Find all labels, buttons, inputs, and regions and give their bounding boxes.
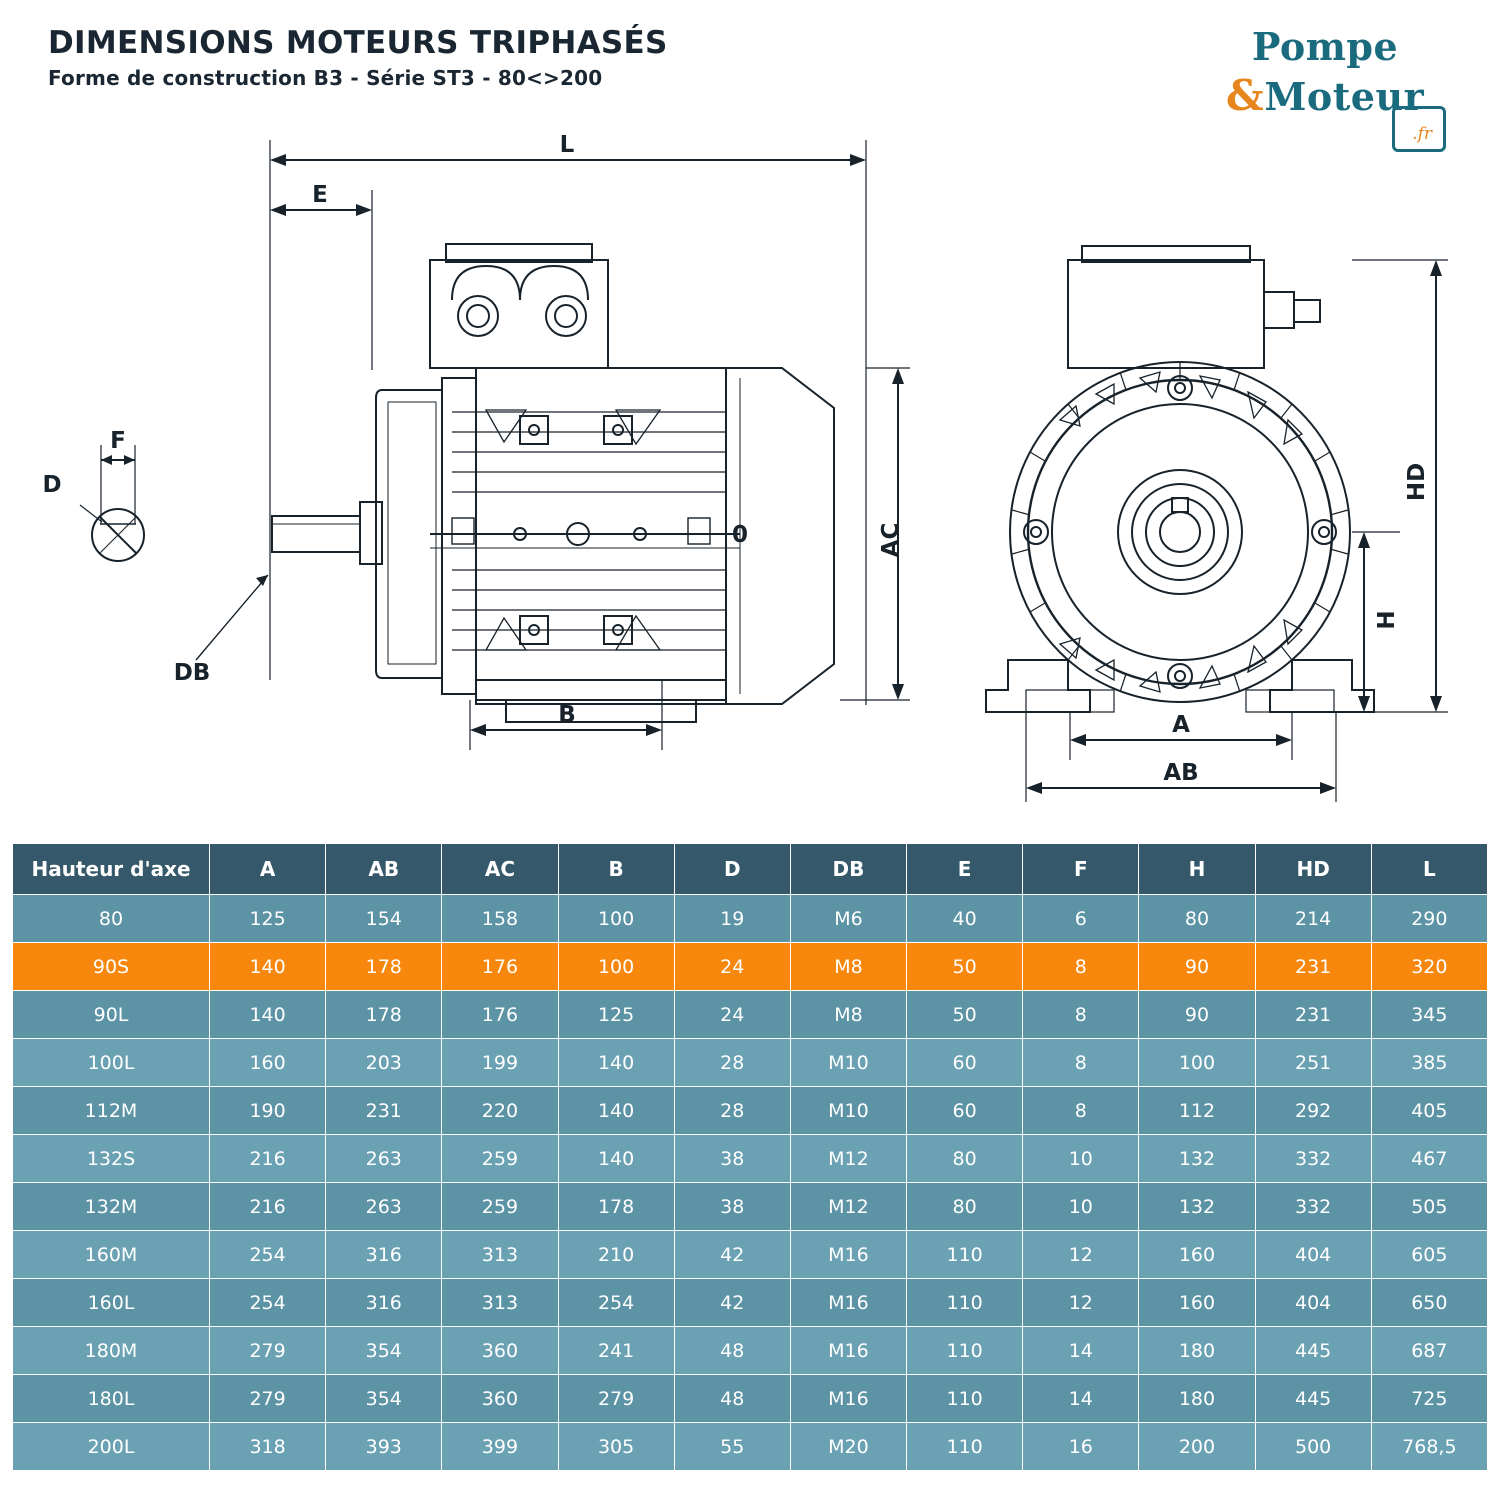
table-cell: M16	[790, 1375, 906, 1423]
page-title: DIMENSIONS MOTEURS TRIPHASÉS	[48, 25, 668, 61]
table-row	[13, 1135, 1488, 1183]
table-cell: 80	[907, 1183, 1023, 1231]
table-cell: 8	[1023, 1087, 1139, 1135]
table-cell: 160	[1139, 1231, 1255, 1279]
column-header-hd: HD	[1255, 844, 1371, 895]
table-cell: 316	[326, 1231, 442, 1279]
table-cell-hauteur-daxe: 180M	[13, 1327, 210, 1375]
table-cell: 178	[326, 991, 442, 1039]
table-row	[13, 1375, 1488, 1423]
table-cell: 24	[674, 943, 790, 991]
table-cell: M12	[790, 1183, 906, 1231]
column-header-db: DB	[790, 844, 906, 895]
table-cell: M16	[790, 1327, 906, 1375]
table-cell: 279	[558, 1375, 674, 1423]
table-cell: M12	[790, 1135, 906, 1183]
table-cell: 345	[1371, 991, 1487, 1039]
table-cell: M16	[790, 1231, 906, 1279]
table-cell: 313	[442, 1231, 558, 1279]
column-header-d: D	[674, 844, 790, 895]
table-cell: 50	[907, 943, 1023, 991]
table-cell: 132	[1139, 1135, 1255, 1183]
table-cell: 140	[210, 991, 326, 1039]
table-cell: 140	[210, 943, 326, 991]
dim-label-B: B	[558, 702, 576, 728]
table-cell: 100	[558, 895, 674, 943]
table-cell: 10	[1023, 1183, 1139, 1231]
table-cell: 90	[1139, 943, 1255, 991]
column-header-l: L	[1371, 844, 1487, 895]
table-cell: 38	[674, 1135, 790, 1183]
dim-label-H: H	[1374, 610, 1400, 630]
column-header-a: A	[210, 844, 326, 895]
table-row	[13, 991, 1488, 1039]
table-cell: 125	[558, 991, 674, 1039]
table-cell: 360	[442, 1327, 558, 1375]
logo-ampersand: &	[1225, 71, 1265, 120]
table-cell: 405	[1371, 1087, 1487, 1135]
table-cell: 332	[1255, 1135, 1371, 1183]
table-cell: 445	[1255, 1327, 1371, 1375]
table-cell: M8	[790, 991, 906, 1039]
table-cell: 112	[1139, 1087, 1255, 1135]
table-cell: 251	[1255, 1039, 1371, 1087]
table-cell: 605	[1371, 1231, 1487, 1279]
table-header-row	[13, 844, 1488, 895]
dim-label-F: F	[110, 428, 126, 454]
logo-line-1: Pompe	[1251, 24, 1399, 69]
table-cell: 203	[326, 1039, 442, 1087]
table-body	[13, 895, 1488, 1471]
table-cell: 254	[558, 1279, 674, 1327]
table-cell-hauteur-daxe: 180L	[13, 1375, 210, 1423]
table-cell: 6	[1023, 895, 1139, 943]
table-cell: 725	[1371, 1375, 1487, 1423]
column-header-b: B	[558, 844, 674, 895]
table-cell: 24	[674, 991, 790, 1039]
dim-label-A: A	[1172, 712, 1190, 738]
table-cell: 16	[1023, 1423, 1139, 1471]
table-cell: M16	[790, 1279, 906, 1327]
table-cell: 8	[1023, 943, 1139, 991]
page-subtitle: Forme de construction B3 - Série ST3 - 80<>200	[48, 66, 603, 91]
table-cell: 318	[210, 1423, 326, 1471]
table-row	[13, 1231, 1488, 1279]
table-cell: 360	[442, 1375, 558, 1423]
table-cell: 60	[907, 1087, 1023, 1135]
table-cell: 110	[907, 1375, 1023, 1423]
table-cell: 505	[1371, 1183, 1487, 1231]
table-cell: 263	[326, 1183, 442, 1231]
table-cell: 254	[210, 1279, 326, 1327]
table-cell: 305	[558, 1423, 674, 1471]
table-cell-hauteur-daxe: 200L	[13, 1423, 210, 1471]
column-header-f: F	[1023, 844, 1139, 895]
table-cell-hauteur-daxe: 80	[13, 895, 210, 943]
table-cell: 231	[1255, 943, 1371, 991]
table-cell-hauteur-daxe: 132S	[13, 1135, 210, 1183]
table-row	[13, 1279, 1488, 1327]
table-cell: 8	[1023, 991, 1139, 1039]
dimensions-table	[12, 843, 1488, 1471]
table-cell: 445	[1255, 1375, 1371, 1423]
table-cell: 354	[326, 1327, 442, 1375]
table-cell: 399	[442, 1423, 558, 1471]
table-row	[13, 1183, 1488, 1231]
table-cell: 279	[210, 1375, 326, 1423]
table-cell: 176	[442, 991, 558, 1039]
dim-label-AC: AC	[878, 522, 904, 558]
table-cell: 132	[1139, 1183, 1255, 1231]
table-cell: 140	[558, 1039, 674, 1087]
table-cell: 80	[1139, 895, 1255, 943]
table-cell: 292	[1255, 1087, 1371, 1135]
table-cell: 140	[558, 1135, 674, 1183]
table-cell: 231	[1255, 991, 1371, 1039]
table-cell: 220	[442, 1087, 558, 1135]
table-row	[13, 1423, 1488, 1471]
logo-word-moteur: Moteur	[1264, 74, 1425, 119]
table-cell: M20	[790, 1423, 906, 1471]
table-cell: M10	[790, 1039, 906, 1087]
table-cell: 125	[210, 895, 326, 943]
table-cell-hauteur-daxe: 160M	[13, 1231, 210, 1279]
table-cell: 100	[1139, 1039, 1255, 1087]
table-cell: 214	[1255, 895, 1371, 943]
table-cell: 60	[907, 1039, 1023, 1087]
table-cell: 216	[210, 1135, 326, 1183]
table-cell: 8	[1023, 1039, 1139, 1087]
column-header-hauteur-daxe: Hauteur d'axe	[13, 844, 210, 895]
table-cell: 40	[907, 895, 1023, 943]
table-row	[13, 1087, 1488, 1135]
table-cell: 313	[442, 1279, 558, 1327]
table-cell: 160	[210, 1039, 326, 1087]
table-cell: 158	[442, 895, 558, 943]
table-cell: M6	[790, 895, 906, 943]
table-cell: 28	[674, 1087, 790, 1135]
table-cell: 14	[1023, 1375, 1139, 1423]
table-cell: 200	[1139, 1423, 1255, 1471]
table-cell: 90	[1139, 991, 1255, 1039]
table-cell: 48	[674, 1327, 790, 1375]
column-header-ab: AB	[326, 844, 442, 895]
table-cell: 140	[558, 1087, 674, 1135]
table-cell: 12	[1023, 1279, 1139, 1327]
column-header-e: E	[907, 844, 1023, 895]
table-cell: 28	[674, 1039, 790, 1087]
table-row	[13, 895, 1488, 943]
table-cell: 385	[1371, 1039, 1487, 1087]
table-cell: 110	[907, 1231, 1023, 1279]
table-cell: 393	[326, 1423, 442, 1471]
table-cell: 50	[907, 991, 1023, 1039]
table-cell: 180	[1139, 1327, 1255, 1375]
table-cell: 55	[674, 1423, 790, 1471]
table-cell-hauteur-daxe: 90L	[13, 991, 210, 1039]
table-cell: 231	[326, 1087, 442, 1135]
table-cell: 80	[907, 1135, 1023, 1183]
dim-label-DB: DB	[173, 660, 211, 686]
table-cell: 42	[674, 1231, 790, 1279]
motor-dimension-drawing	[0, 120, 1500, 830]
table-cell: 210	[558, 1231, 674, 1279]
table-row	[13, 1327, 1488, 1375]
table-cell: 199	[442, 1039, 558, 1087]
dim-label-L: L	[559, 132, 575, 158]
table-cell: 48	[674, 1375, 790, 1423]
table-cell: 19	[674, 895, 790, 943]
table-cell: 354	[326, 1375, 442, 1423]
table-cell: 404	[1255, 1231, 1371, 1279]
dim-label-center: 0	[731, 522, 749, 548]
table-cell: 178	[558, 1183, 674, 1231]
table-cell: 259	[442, 1135, 558, 1183]
table-cell: 176	[442, 943, 558, 991]
table-cell: 10	[1023, 1135, 1139, 1183]
table-cell: 241	[558, 1327, 674, 1375]
table-cell: 180	[1139, 1375, 1255, 1423]
table-cell: 650	[1371, 1279, 1487, 1327]
table-cell: 768,5	[1371, 1423, 1487, 1471]
table-cell-hauteur-daxe: 100L	[13, 1039, 210, 1087]
table-cell: 14	[1023, 1327, 1139, 1375]
table-cell: 160	[1139, 1279, 1255, 1327]
logo-suffix: .fr	[1412, 124, 1432, 144]
table-cell: 42	[674, 1279, 790, 1327]
table-cell: 500	[1255, 1423, 1371, 1471]
table-cell: 38	[674, 1183, 790, 1231]
table-cell-hauteur-daxe: 160L	[13, 1279, 210, 1327]
column-header-h: H	[1139, 844, 1255, 895]
table-cell: 100	[558, 943, 674, 991]
table-cell: 154	[326, 895, 442, 943]
table-row	[13, 943, 1488, 991]
table-cell: 12	[1023, 1231, 1139, 1279]
table-cell: 254	[210, 1231, 326, 1279]
table-cell: 110	[907, 1327, 1023, 1375]
table-cell: 332	[1255, 1183, 1371, 1231]
dim-label-E: E	[312, 182, 328, 208]
table-cell-hauteur-daxe: 112M	[13, 1087, 210, 1135]
table-cell: 404	[1255, 1279, 1371, 1327]
table-cell: 190	[210, 1087, 326, 1135]
table-cell: 320	[1371, 943, 1487, 991]
column-header-ac: AC	[442, 844, 558, 895]
table-cell: 316	[326, 1279, 442, 1327]
table-cell-hauteur-daxe: 132M	[13, 1183, 210, 1231]
table-cell: 259	[442, 1183, 558, 1231]
table-cell: 110	[907, 1423, 1023, 1471]
table-cell-hauteur-daxe: 90S	[13, 943, 210, 991]
table-cell: 110	[907, 1279, 1023, 1327]
dimensions-table-wrap	[12, 843, 1488, 1471]
table-cell: 216	[210, 1183, 326, 1231]
dim-label-HD: HD	[1404, 462, 1430, 502]
table-cell: 687	[1371, 1327, 1487, 1375]
table-cell: 178	[326, 943, 442, 991]
table-cell: 279	[210, 1327, 326, 1375]
page-header	[48, 26, 668, 90]
table-row	[13, 1039, 1488, 1087]
dim-label-AB: AB	[1163, 760, 1199, 786]
table-cell: 290	[1371, 895, 1487, 943]
table-cell: 263	[326, 1135, 442, 1183]
table-cell: M8	[790, 943, 906, 991]
table-cell: M10	[790, 1087, 906, 1135]
dim-label-D: D	[42, 472, 62, 498]
table-cell: 467	[1371, 1135, 1487, 1183]
